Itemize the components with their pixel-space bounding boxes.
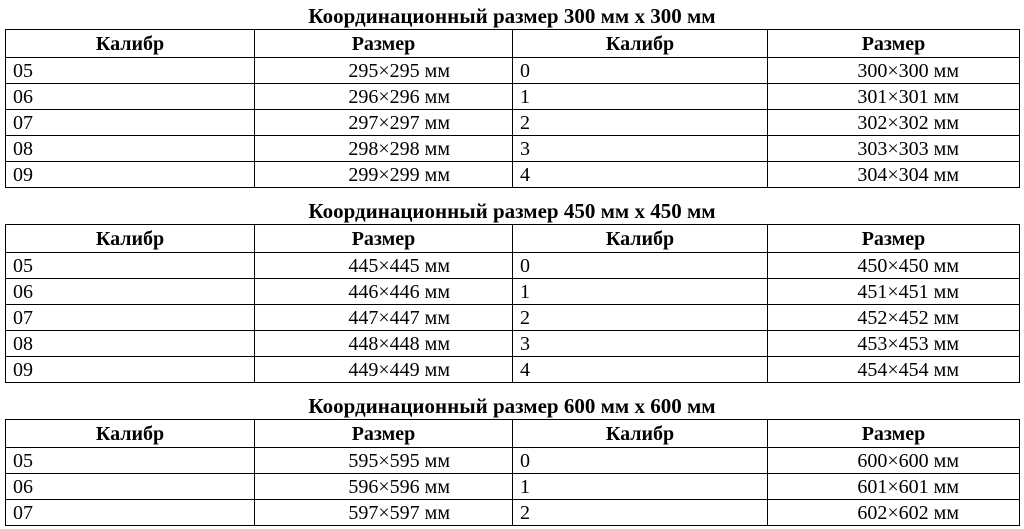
section-title: Координационный размер 300 мм х 300 мм (308, 4, 716, 28)
table-row (6, 136, 1020, 162)
table-row (6, 357, 1020, 383)
size-cell: 453×453 мм (768, 331, 1020, 357)
table-row (6, 110, 1020, 136)
caliber-cell: 06 (6, 84, 255, 110)
size-cell: 304×304 мм (768, 162, 1020, 188)
caliber-cell: 0 (513, 253, 768, 279)
header-caliber: Калибр (6, 420, 255, 448)
table-header-row (6, 30, 1020, 58)
size-cell: 447×447 мм (255, 305, 513, 331)
size-cell: 450×450 мм (768, 253, 1020, 279)
caliber-cell: 2 (513, 305, 768, 331)
size-cell: 446×446 мм (255, 279, 513, 305)
table-row (6, 84, 1020, 110)
caliber-cell: 08 (6, 331, 255, 357)
table-row (6, 331, 1020, 357)
size-cell: 302×302 мм (768, 110, 1020, 136)
caliber-cell: 05 (6, 253, 255, 279)
header-caliber: Калибр (513, 225, 768, 253)
size-cell: 596×596 мм (255, 474, 513, 500)
size-cell: 298×298 мм (255, 136, 513, 162)
size-cell: 299×299 мм (255, 162, 513, 188)
caliber-cell: 09 (6, 357, 255, 383)
size-cell: 301×301 мм (768, 84, 1020, 110)
caliber-cell: 1 (513, 474, 768, 500)
size-cell: 449×449 мм (255, 357, 513, 383)
size-cell: 297×297 мм (255, 110, 513, 136)
header-size: Размер (768, 420, 1020, 448)
caliber-cell: 2 (513, 110, 768, 136)
section-450 (5, 198, 1019, 383)
header-size: Размер (255, 30, 513, 58)
header-size: Размер (255, 420, 513, 448)
table-row (6, 448, 1020, 474)
caliber-cell: 1 (513, 84, 768, 110)
caliber-cell: 07 (6, 500, 255, 526)
table-header-row (6, 225, 1020, 253)
table-row (6, 500, 1020, 526)
caliber-cell: 08 (6, 136, 255, 162)
size-cell: 303×303 мм (768, 136, 1020, 162)
table-row (6, 162, 1020, 188)
caliber-cell: 0 (513, 58, 768, 84)
size-cell: 296×296 мм (255, 84, 513, 110)
table-row (6, 279, 1020, 305)
size-table (5, 419, 1020, 526)
size-cell: 448×448 мм (255, 331, 513, 357)
caliber-cell: 3 (513, 331, 768, 357)
section-300 (5, 3, 1019, 188)
caliber-cell: 3 (513, 136, 768, 162)
section-600 (5, 393, 1019, 526)
size-cell: 602×602 мм (768, 500, 1020, 526)
caliber-cell: 06 (6, 279, 255, 305)
caliber-cell: 07 (6, 110, 255, 136)
size-table (5, 29, 1020, 188)
header-size: Размер (768, 225, 1020, 253)
caliber-cell: 09 (6, 162, 255, 188)
size-cell: 597×597 мм (255, 500, 513, 526)
caliber-cell: 06 (6, 474, 255, 500)
size-table (5, 224, 1020, 383)
header-caliber: Калибр (6, 30, 255, 58)
header-caliber: Калибр (513, 420, 768, 448)
size-cell: 452×452 мм (768, 305, 1020, 331)
table-row (6, 58, 1020, 84)
caliber-cell: 2 (513, 500, 768, 526)
size-cell: 600×600 мм (768, 448, 1020, 474)
header-size: Размер (255, 225, 513, 253)
header-size: Размер (768, 30, 1020, 58)
caliber-cell: 4 (513, 162, 768, 188)
size-cell: 300×300 мм (768, 58, 1020, 84)
size-cell: 451×451 мм (768, 279, 1020, 305)
size-cell: 595×595 мм (255, 448, 513, 474)
size-cell: 454×454 мм (768, 357, 1020, 383)
section-title: Координационный размер 600 мм х 600 мм (308, 394, 716, 418)
size-cell: 295×295 мм (255, 58, 513, 84)
section-title: Координационный размер 450 мм х 450 мм (308, 199, 716, 223)
size-cell: 601×601 мм (768, 474, 1020, 500)
caliber-cell: 05 (6, 58, 255, 84)
header-caliber: Калибр (6, 225, 255, 253)
caliber-cell: 05 (6, 448, 255, 474)
caliber-cell: 1 (513, 279, 768, 305)
header-caliber: Калибр (513, 30, 768, 58)
table-header-row (6, 420, 1020, 448)
table-row (6, 474, 1020, 500)
caliber-cell: 0 (513, 448, 768, 474)
table-row (6, 305, 1020, 331)
caliber-cell: 4 (513, 357, 768, 383)
size-cell: 445×445 мм (255, 253, 513, 279)
caliber-cell: 07 (6, 305, 255, 331)
table-row (6, 253, 1020, 279)
